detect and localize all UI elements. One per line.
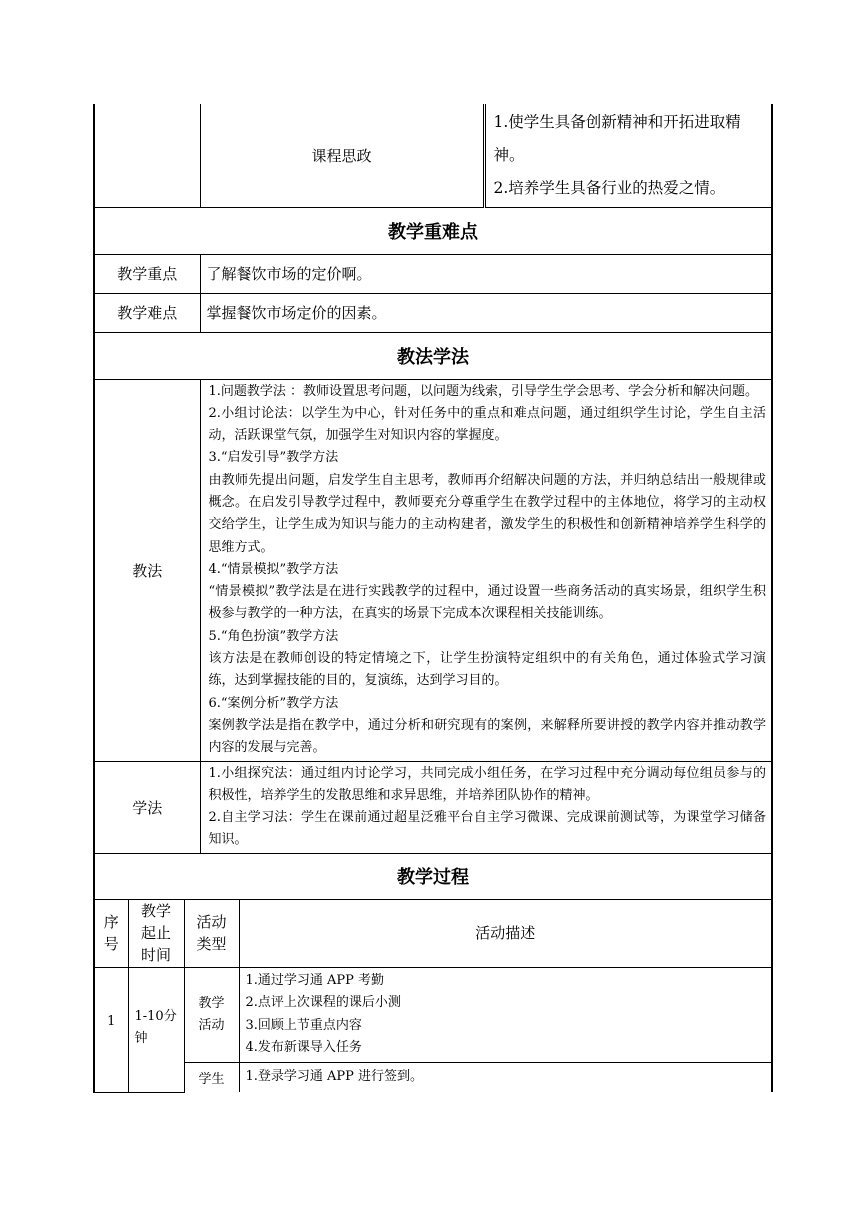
col-header-no: 序号 — [94, 899, 128, 967]
method-item: 3.“启发引导”教学方法 — [208, 450, 339, 466]
process-heading: 教学过程 — [94, 853, 772, 899]
method-item: 该方法是在教师创设的特定情境之下，让学生扮演特定组织中的有关角色，通过体验式学习演练，达到掌握技能的目的，复演练，达到学习目的。 — [208, 651, 767, 689]
row-time: 1-10分钟 — [128, 967, 184, 1092]
method-item: 2.自主学习法：学生在课前通过超星泛雅平台自主学习微课、完成课前测试等，为课堂学习储备知识。 — [208, 810, 767, 848]
ideology-goals — [484, 104, 772, 207]
activity-item: 3.回顾上节重点内容 — [245, 1017, 362, 1033]
row-activity-type: 教学活动 — [184, 967, 239, 1062]
teaching-method-label: 教法 — [94, 379, 200, 761]
methods-heading: 教法学法 — [94, 332, 772, 379]
activity-item: 2.点评上次课程的课后小测 — [245, 995, 401, 1011]
teaching-method-content — [200, 379, 772, 761]
learning-method-content — [200, 761, 772, 853]
row-student-desc — [239, 1062, 772, 1092]
key-point-label: 教学重点 — [94, 254, 200, 293]
row-number: 1 — [94, 967, 128, 1092]
goal-item: 2.培养学生具备行业的热爱之情。 — [493, 178, 726, 197]
col-header-time: 教学起止时间 — [128, 899, 184, 967]
key-points-heading: 教学重难点 — [94, 207, 772, 254]
method-item: 案例教学法是指在教学中，通过分析和研究现有的案例，来解释所要讲授的教学内容并推动教学内容的发展与完善。 — [208, 717, 767, 756]
method-item: 1.问题教学法 ：教师设置思考问题，以问题为线索，引导学生学会思考、学会分析和解决问题。 — [208, 383, 759, 399]
method-item: 5.“角色扮演”教学方法 — [208, 628, 339, 644]
method-item: 由教师先提出问题，启发学生自主思考，教师再介绍解决问题的方法，并归纳总结出一般规律或概念。在启发引导教学过程中，教师要充分尊重学生在教学过程中的主体地位，将学习的主动权交给学生，让学生成为知识与能力的主动构建者，激发学生的积极性和创新精神培养学生科学的思维方式。 — [208, 472, 767, 555]
col-header-desc: 活动描述 — [239, 899, 772, 967]
learning-method-label: 学法 — [94, 761, 200, 853]
method-item: 1.小组探究法：通过组内讨论学习，共同完成小组任务，在学习过程中充分调动每位组员参与的积极性，培养学生的发散思维和求异思维，并培养团队协作的精神。 — [208, 765, 767, 803]
method-item: 4.“情景模拟”教学方法 — [208, 561, 339, 577]
row-activity-desc — [239, 967, 772, 1062]
empty-cell — [94, 104, 200, 207]
difficult-point-text: 掌握餐饮市场定价的因素。 — [200, 293, 772, 332]
method-item: 6.“案例分析”教学方法 — [208, 695, 339, 711]
activity-item: 4.发布新课导入任务 — [245, 1040, 362, 1056]
method-item: “情景模拟”教学法是在进行实践教学的过程中，通过设置一些商务活动的真实场景，组织学生积极参与教学的一种方法，在真实的场景下完成本次课程相关技能训练。 — [208, 584, 767, 622]
method-item: 2.小组讨论法：以学生为中心，针对任务中的重点和难点问题，通过组织学生讨论，学生自主活动，活跃课堂气氛，加强学生对知识内容的掌握度。 — [208, 405, 767, 444]
activity-item: 1.通过学习通 APP 考勤 — [245, 972, 385, 988]
col-header-type: 活动类型 — [184, 899, 239, 967]
lesson-plan-table — [93, 104, 771, 1093]
difficult-point-label: 教学难点 — [94, 293, 200, 332]
goal-item: 1.使学生具备创新精神和开拓进取精神。 — [493, 112, 741, 164]
ideology-label: 课程思政 — [200, 104, 484, 207]
activity-item: 1.登录学习通 APP 进行签到。 — [245, 1069, 424, 1085]
key-point-text: 了解餐饮市场的定价啊。 — [200, 254, 772, 293]
row-student-type: 学生 — [184, 1062, 239, 1092]
